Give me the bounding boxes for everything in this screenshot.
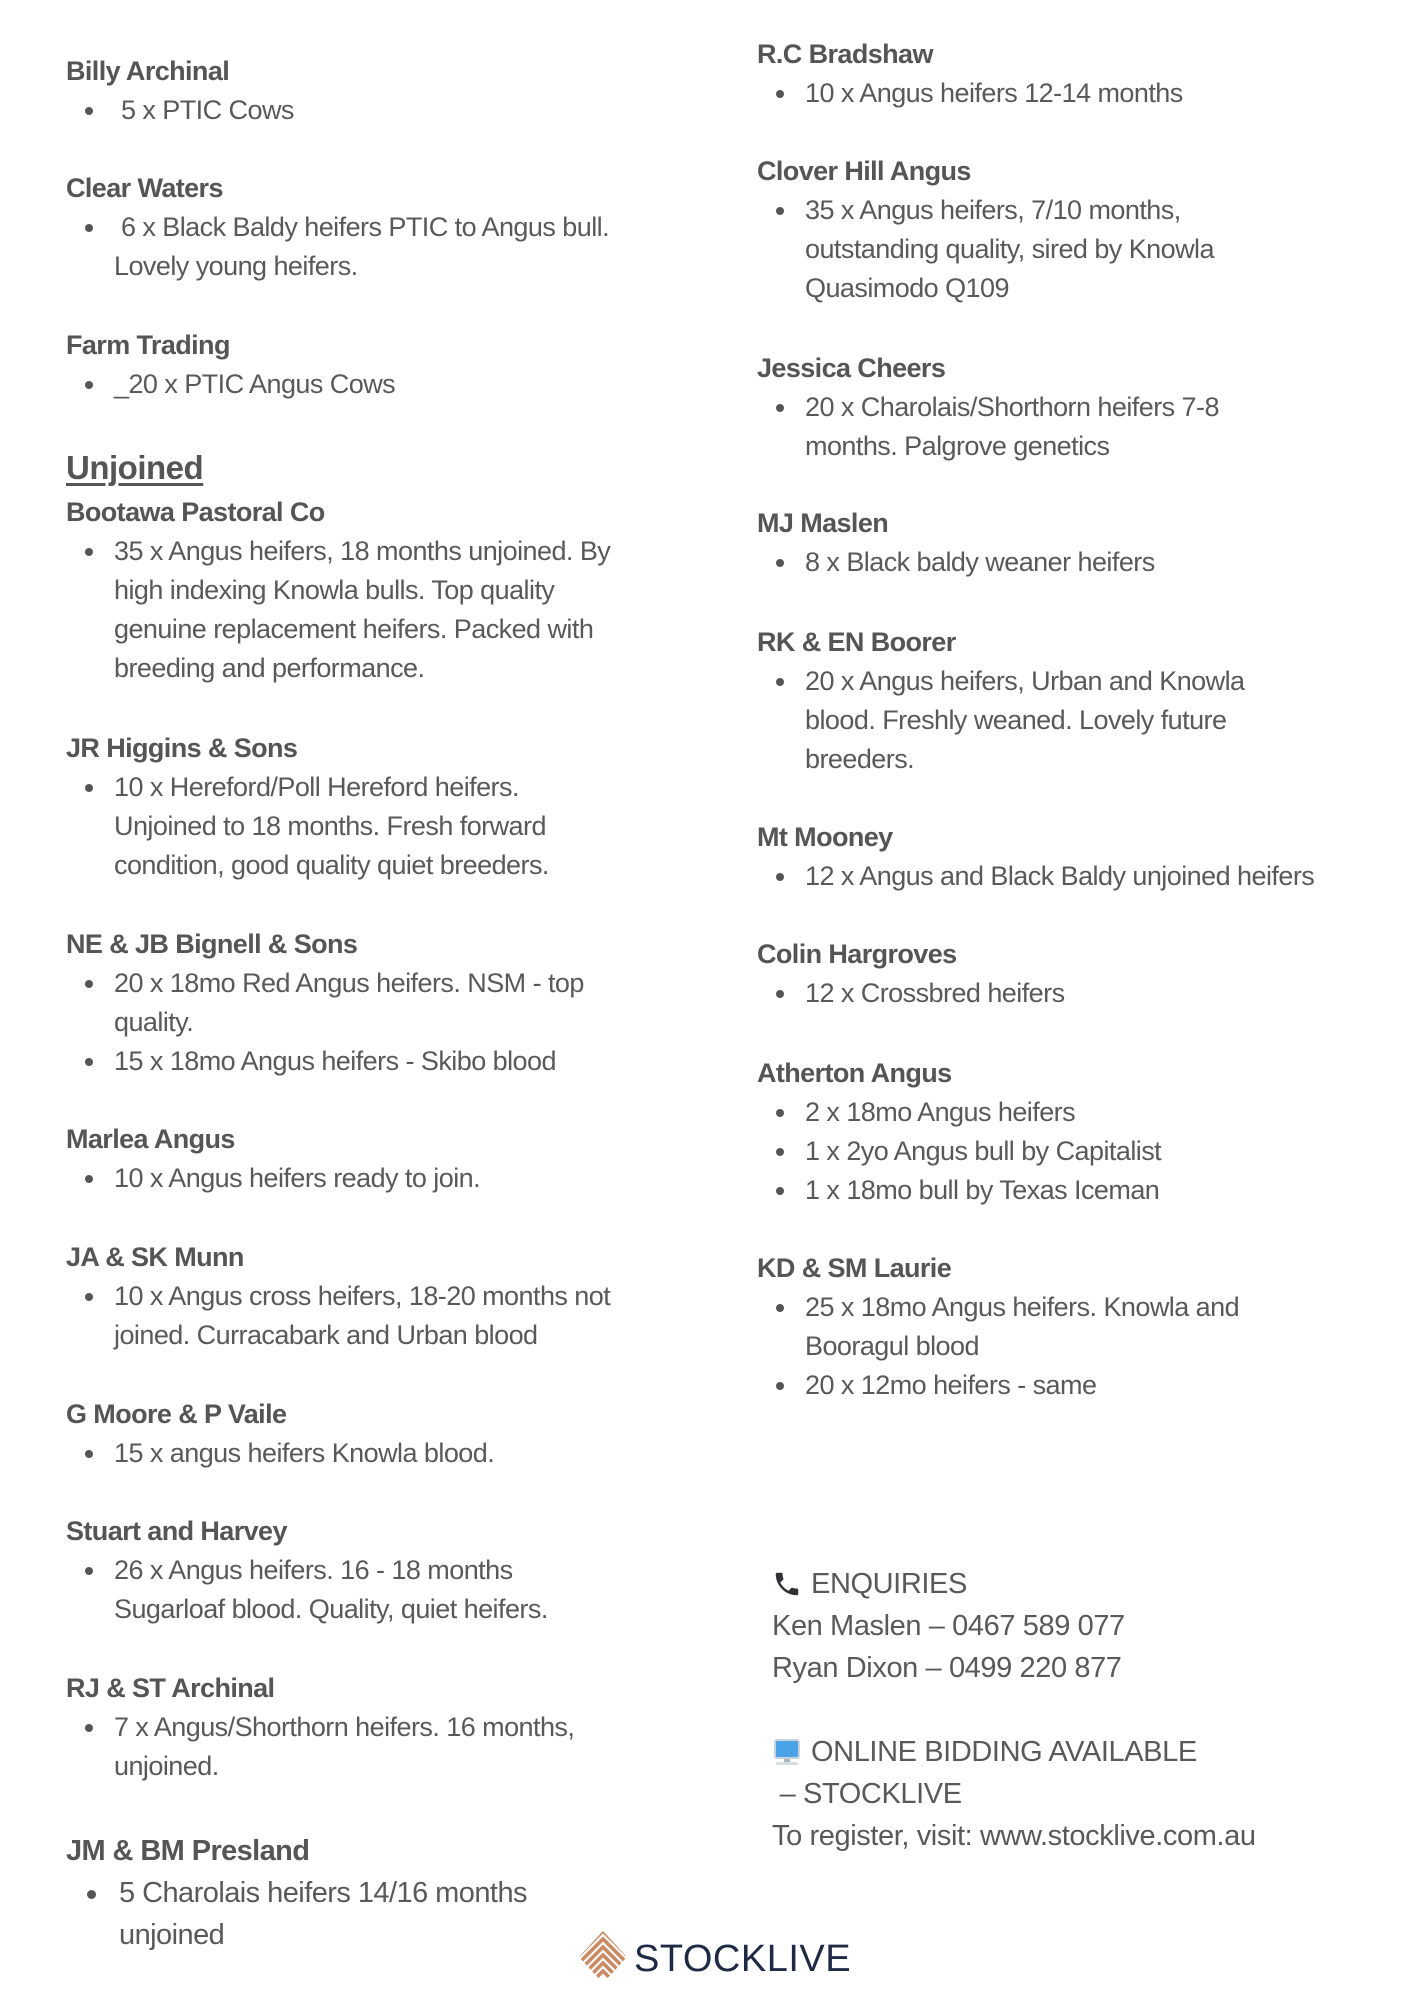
bullet-icon xyxy=(85,1567,93,1575)
online-bidding-heading xyxy=(772,1731,1392,1773)
vendor-group xyxy=(66,925,706,1081)
online-bidding-sub: – STOCKLIVE xyxy=(772,1778,962,1810)
bullet-icon xyxy=(776,1304,784,1312)
vendor-group xyxy=(66,1120,706,1198)
stocklive-wordmark: STOCKLIVE xyxy=(634,1938,852,1980)
lot-item xyxy=(66,768,706,885)
lot-description-line: 5 x PTIC Cows xyxy=(114,95,294,125)
lot-description-line: Sugarloaf blood. Quality, quiet heifers. xyxy=(114,1594,548,1624)
vendor-name: Colin Hargroves xyxy=(757,939,957,969)
vendor-name: G Moore & P Vaile xyxy=(66,1399,287,1429)
vendor-group xyxy=(757,152,1397,308)
vendor-group xyxy=(66,493,706,688)
lot-description-line: 20 x Angus heifers, Urban and Knowla xyxy=(805,666,1245,696)
bullet-icon xyxy=(85,1450,93,1458)
vendor-name: JA & SK Munn xyxy=(66,1242,244,1272)
lot-description-line: 15 x 18mo Angus heifers - Skibo blood xyxy=(114,1046,556,1076)
lot-description-line: 10 x Angus heifers ready to join. xyxy=(114,1163,481,1193)
vendor-group xyxy=(757,935,1397,1013)
lot-description-line: Unjoined to 18 months. Fresh forward xyxy=(114,811,546,841)
vendor-name: Marlea Angus xyxy=(66,1124,235,1154)
lot-description-line: Quasimodo Q109 xyxy=(805,273,1009,303)
lot-description-line: 5 Charolais heifers 14/16 months xyxy=(119,1877,527,1909)
bullet-icon xyxy=(776,1187,784,1195)
lot-description-line: 12 x Crossbred heifers xyxy=(805,978,1065,1008)
lot-item xyxy=(757,1288,1397,1366)
lot-description-line: unjoined. xyxy=(114,1751,219,1781)
lot-description-line: 35 x Angus heifers, 18 months unjoined. By xyxy=(114,536,611,566)
vendor-group xyxy=(757,35,1397,113)
bullet-icon xyxy=(776,990,784,998)
lot-item xyxy=(757,857,1397,896)
lot-description-line: months. Palgrove genetics xyxy=(805,431,1110,461)
lot-item xyxy=(66,964,706,1042)
lot-description-line: 26 x Angus heifers. 16 - 18 months xyxy=(114,1555,513,1585)
bullet-icon xyxy=(87,1890,96,1899)
vendor-name: RK & EN Boorer xyxy=(757,627,956,657)
register-link[interactable]: To register, visit: www.stocklive.com.au xyxy=(772,1820,1256,1852)
enquiries-label: ENQUIRIES xyxy=(811,1568,967,1600)
bullet-icon xyxy=(776,873,784,881)
vendor-group xyxy=(66,169,706,286)
lot-item xyxy=(757,74,1397,113)
lot-item xyxy=(757,662,1397,779)
lot-description-line: genuine replacement heifers. Packed with xyxy=(114,614,594,644)
vendor-name: R.C Bradshaw xyxy=(757,39,933,69)
bullet-icon xyxy=(776,1109,784,1117)
bullet-icon xyxy=(85,1724,93,1732)
lot-item xyxy=(66,1551,706,1629)
stocklive-chevron-icon xyxy=(578,1930,628,1989)
spacer xyxy=(772,1689,1392,1731)
lot-description-line: 20 x Charolais/Shorthorn heifers 7-8 xyxy=(805,392,1219,422)
bullet-icon xyxy=(776,404,784,412)
vendor-name: JM & BM Presland xyxy=(66,1835,310,1867)
lot-item xyxy=(66,1434,706,1473)
lot-item xyxy=(66,1277,706,1355)
lot-description-line: 20 x 12mo heifers - same xyxy=(805,1370,1097,1400)
vendor-group xyxy=(757,1249,1397,1405)
lot-description-line: 2 x 18mo Angus heifers xyxy=(805,1097,1076,1127)
lot-item xyxy=(757,191,1397,308)
stocklive-logo xyxy=(578,1930,851,1989)
lot-item xyxy=(757,1132,1397,1171)
lot-description-line: 15 x angus heifers Knowla blood. xyxy=(114,1438,495,1468)
lot-description-line: breeding and performance. xyxy=(114,653,425,683)
lot-item xyxy=(66,532,706,688)
bullet-icon xyxy=(85,1293,93,1301)
vendor-name: RJ & ST Archinal xyxy=(66,1673,275,1703)
bullet-icon xyxy=(776,559,784,567)
lot-item xyxy=(757,543,1397,582)
lot-description-line: _20 x PTIC Angus Cows xyxy=(114,369,396,399)
vendor-name: Clear Waters xyxy=(66,173,223,203)
bullet-icon xyxy=(776,207,784,215)
bullet-icon xyxy=(85,1058,93,1066)
vendor-group xyxy=(757,818,1397,896)
lot-description-line: 6 x Black Baldy heifers PTIC to Angus bull. xyxy=(114,212,610,242)
vendor-group xyxy=(757,504,1397,582)
lot-description-line: high indexing Knowla bulls. Top quality xyxy=(114,575,555,605)
lot-description-line: 1 x 18mo bull by Texas Iceman xyxy=(805,1175,1160,1205)
lot-item xyxy=(757,1171,1397,1210)
computer-icon xyxy=(772,1737,802,1767)
bullet-icon xyxy=(776,90,784,98)
vendor-group xyxy=(66,729,706,885)
phone-icon xyxy=(772,1569,802,1599)
lot-item xyxy=(757,974,1397,1013)
lot-item xyxy=(757,1093,1397,1132)
lot-description-line: 8 x Black baldy weaner heifers xyxy=(805,547,1155,577)
bullet-icon xyxy=(85,784,93,792)
online-bidding-label: ONLINE BIDDING AVAILABLE xyxy=(811,1736,1197,1768)
vendor-group xyxy=(757,1054,1397,1210)
vendor-name: Billy Archinal xyxy=(66,56,230,86)
vendor-name: Bootawa Pastoral Co xyxy=(66,497,325,527)
lot-description-line: 10 x Angus heifers 12-14 months xyxy=(805,78,1183,108)
lot-description-line: Booragul blood xyxy=(805,1331,979,1361)
lot-description-line: 10 x Hereford/Poll Hereford heifers. xyxy=(114,772,519,802)
bullet-icon xyxy=(776,1382,784,1390)
lot-description-line: quality. xyxy=(114,1007,194,1037)
contact-line: Ken Maslen – 0467 589 077 xyxy=(772,1610,1125,1642)
lot-item xyxy=(757,1366,1397,1405)
bullet-icon xyxy=(776,678,784,686)
vendor-group xyxy=(757,349,1397,466)
bullet-icon xyxy=(85,548,93,556)
lot-item xyxy=(66,1042,706,1081)
lot-item xyxy=(66,91,706,130)
lot-description-line: blood. Freshly weaned. Lovely future xyxy=(805,705,1227,735)
vendor-name: NE & JB Bignell & Sons xyxy=(66,929,358,959)
bullet-icon xyxy=(85,224,93,232)
vendor-name: KD & SM Laurie xyxy=(757,1253,952,1283)
lot-description-line: 12 x Angus and Black Baldy unjoined heifers xyxy=(805,861,1315,891)
bullet-icon xyxy=(85,1175,93,1183)
section-title-unjoined: Unjoined xyxy=(66,449,204,486)
vendor-group xyxy=(66,326,706,404)
vendor-group xyxy=(66,1238,706,1355)
lot-description-line: condition, good quality quiet breeders. xyxy=(114,850,549,880)
lot-item xyxy=(66,365,706,404)
enquiries-heading xyxy=(772,1563,1392,1605)
bullet-icon xyxy=(85,381,93,389)
lot-description-line: 7 x Angus/Shorthorn heifers. 16 months, xyxy=(114,1712,575,1742)
lot-item xyxy=(66,1708,706,1786)
lot-description-line: 20 x 18mo Red Angus heifers. NSM - top xyxy=(114,968,584,998)
bullet-icon xyxy=(85,107,93,115)
contact-line: Ryan Dixon – 0499 220 877 xyxy=(772,1652,1122,1684)
bullet-icon xyxy=(776,1148,784,1156)
vendor-group xyxy=(66,1669,706,1786)
lot-description-line: 35 x Angus heifers, 7/10 months, xyxy=(805,195,1181,225)
vendor-name: Farm Trading xyxy=(66,330,230,360)
lot-item xyxy=(757,388,1397,466)
lot-description-line: 10 x Angus cross heifers, 18-20 months not xyxy=(114,1281,611,1311)
lot-description-line: 1 x 2yo Angus bull by Capitalist xyxy=(805,1136,1162,1166)
vendor-name: Mt Mooney xyxy=(757,822,893,852)
lot-description-line: breeders. xyxy=(805,744,915,774)
vendor-name: Jessica Cheers xyxy=(757,353,946,383)
lot-description-line: Lovely young heifers. xyxy=(114,251,358,281)
lot-description-line: joined. Curracabark and Urban blood xyxy=(114,1320,538,1350)
lot-item xyxy=(66,208,706,286)
vendor-name: JR Higgins & Sons xyxy=(66,733,298,763)
vendor-group xyxy=(757,623,1397,779)
lot-description-line: 25 x 18mo Angus heifers. Knowla and xyxy=(805,1292,1240,1322)
lot-item xyxy=(66,1159,706,1198)
vendor-name: Atherton Angus xyxy=(757,1058,952,1088)
contact-section xyxy=(772,1563,1392,1857)
vendor-name: Stuart and Harvey xyxy=(66,1516,287,1546)
vendor-group xyxy=(66,52,706,130)
lot-description-line: unjoined xyxy=(119,1919,225,1951)
vendor-group xyxy=(66,1512,706,1629)
vendor-group xyxy=(66,1395,706,1473)
vendor-name: MJ Maslen xyxy=(757,508,889,538)
vendor-name: Clover Hill Angus xyxy=(757,156,971,186)
bullet-icon xyxy=(85,980,93,988)
lot-description-line: outstanding quality, sired by Knowla xyxy=(805,234,1214,264)
